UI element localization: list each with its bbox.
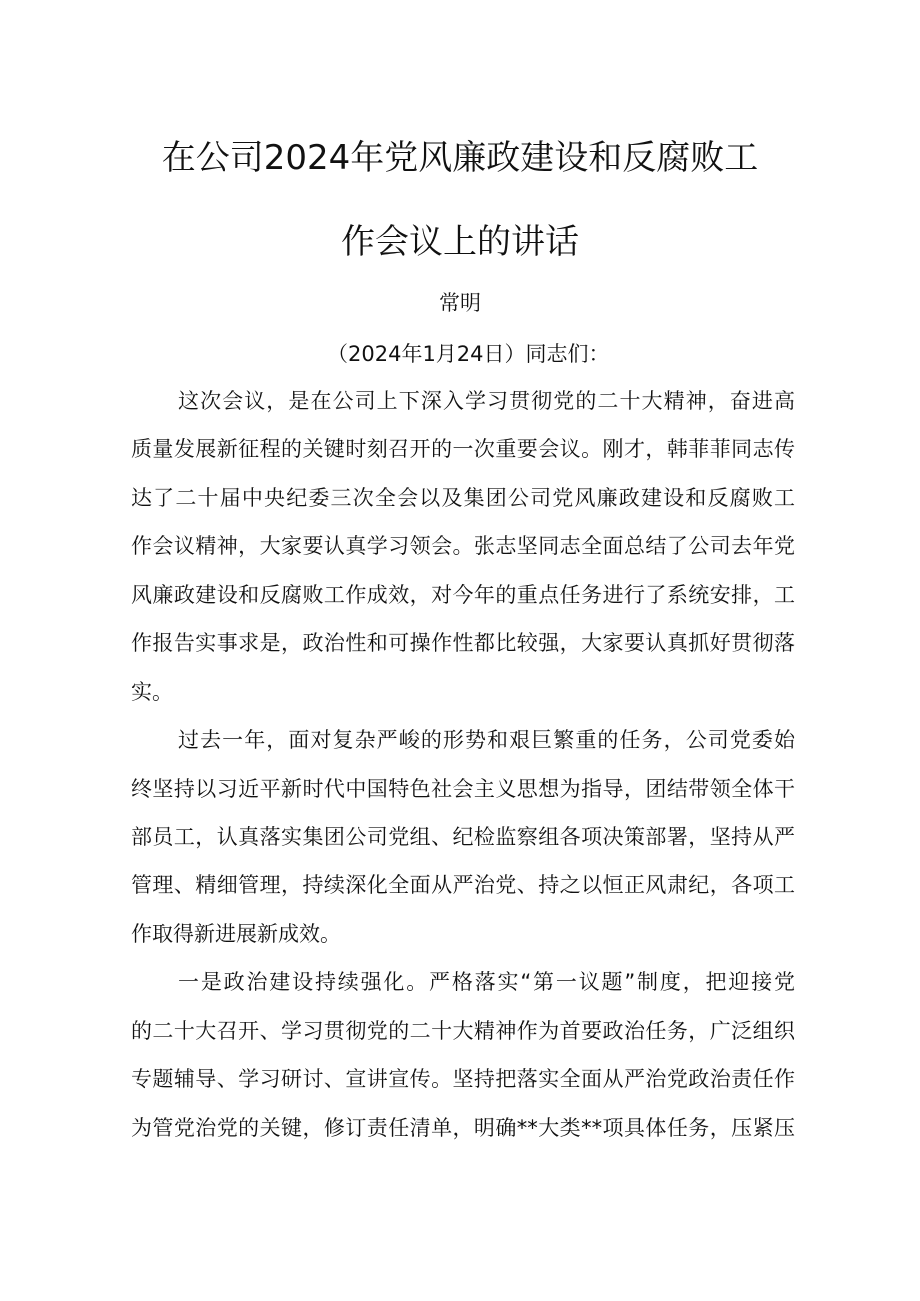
date-salutation: （2024年1月24日）同志们： [327,342,610,366]
paragraph-line: 实。 [131,679,173,704]
paragraph-line: 专题辅导、学习研讨、宣讲宣传。坚持把落实全面从严治党政治责任作 [131,1067,795,1092]
paragraph-line: 过去一年，面对复杂严峻的形势和艰巨繁重的任务，公司党委始 [178,728,795,753]
author-name: 常明 [439,291,481,315]
paragraph-line: 的二十大召开、学习贯彻党的二十大精神作为首要政治任务，广泛组织 [131,1018,795,1043]
paragraph-line: 风廉政建设和反腐败工作成效，对今年的重点任务进行了系统安排，工 [131,582,795,607]
paragraph [131,377,795,716]
document-title [0,116,920,284]
paragraph-line: 作取得新进展新成效。 [131,921,341,946]
title-line: 在公司2024年党风廉政建设和反腐败工 [161,138,759,178]
paragraph-line: 作会议精神，大家要认真学习领会。张志坚同志全面总结了公司去年党 [131,534,795,559]
paragraph-line: 这次会议，是在公司上下深入学习贯彻党的二十大精神，奋进高 [178,389,795,413]
title-line: 作会议上的讲话 [341,222,579,262]
document-body [131,377,795,1152]
paragraph [131,958,795,1152]
paragraph-line: 管理、精细管理，持续深化全面从严治党、持之以恒正风肃纪，各项工 [131,873,795,898]
paragraph-line: 达了二十届中央纪委三次全会以及集团公司党风廉政建设和反腐败工 [131,485,795,510]
paragraph-line: 终坚持以习近平新时代中国特色社会主义思想为指导，团结带领全体干 [131,776,795,801]
paragraph-line: 作报告实事求是，政治性和可操作性都比较强，大家要认真抓好贯彻落 [131,631,795,656]
paragraph-line: 部员工，认真落实集团公司党组、纪检监察组各项决策部署，坚持从严 [131,824,795,849]
paragraph-line: 为管党治党的关键，修订责任清单，明确**大类**项具体任务，压紧压 [131,1115,795,1140]
paragraph [131,716,795,958]
paragraph-line: 质量发展新征程的关键时刻召开的一次重要会议。刚才，韩菲菲同志传 [131,437,795,462]
paragraph-line: 一是政治建设持续强化。严格落实“第一议题”制度，把迎接党 [178,970,795,995]
